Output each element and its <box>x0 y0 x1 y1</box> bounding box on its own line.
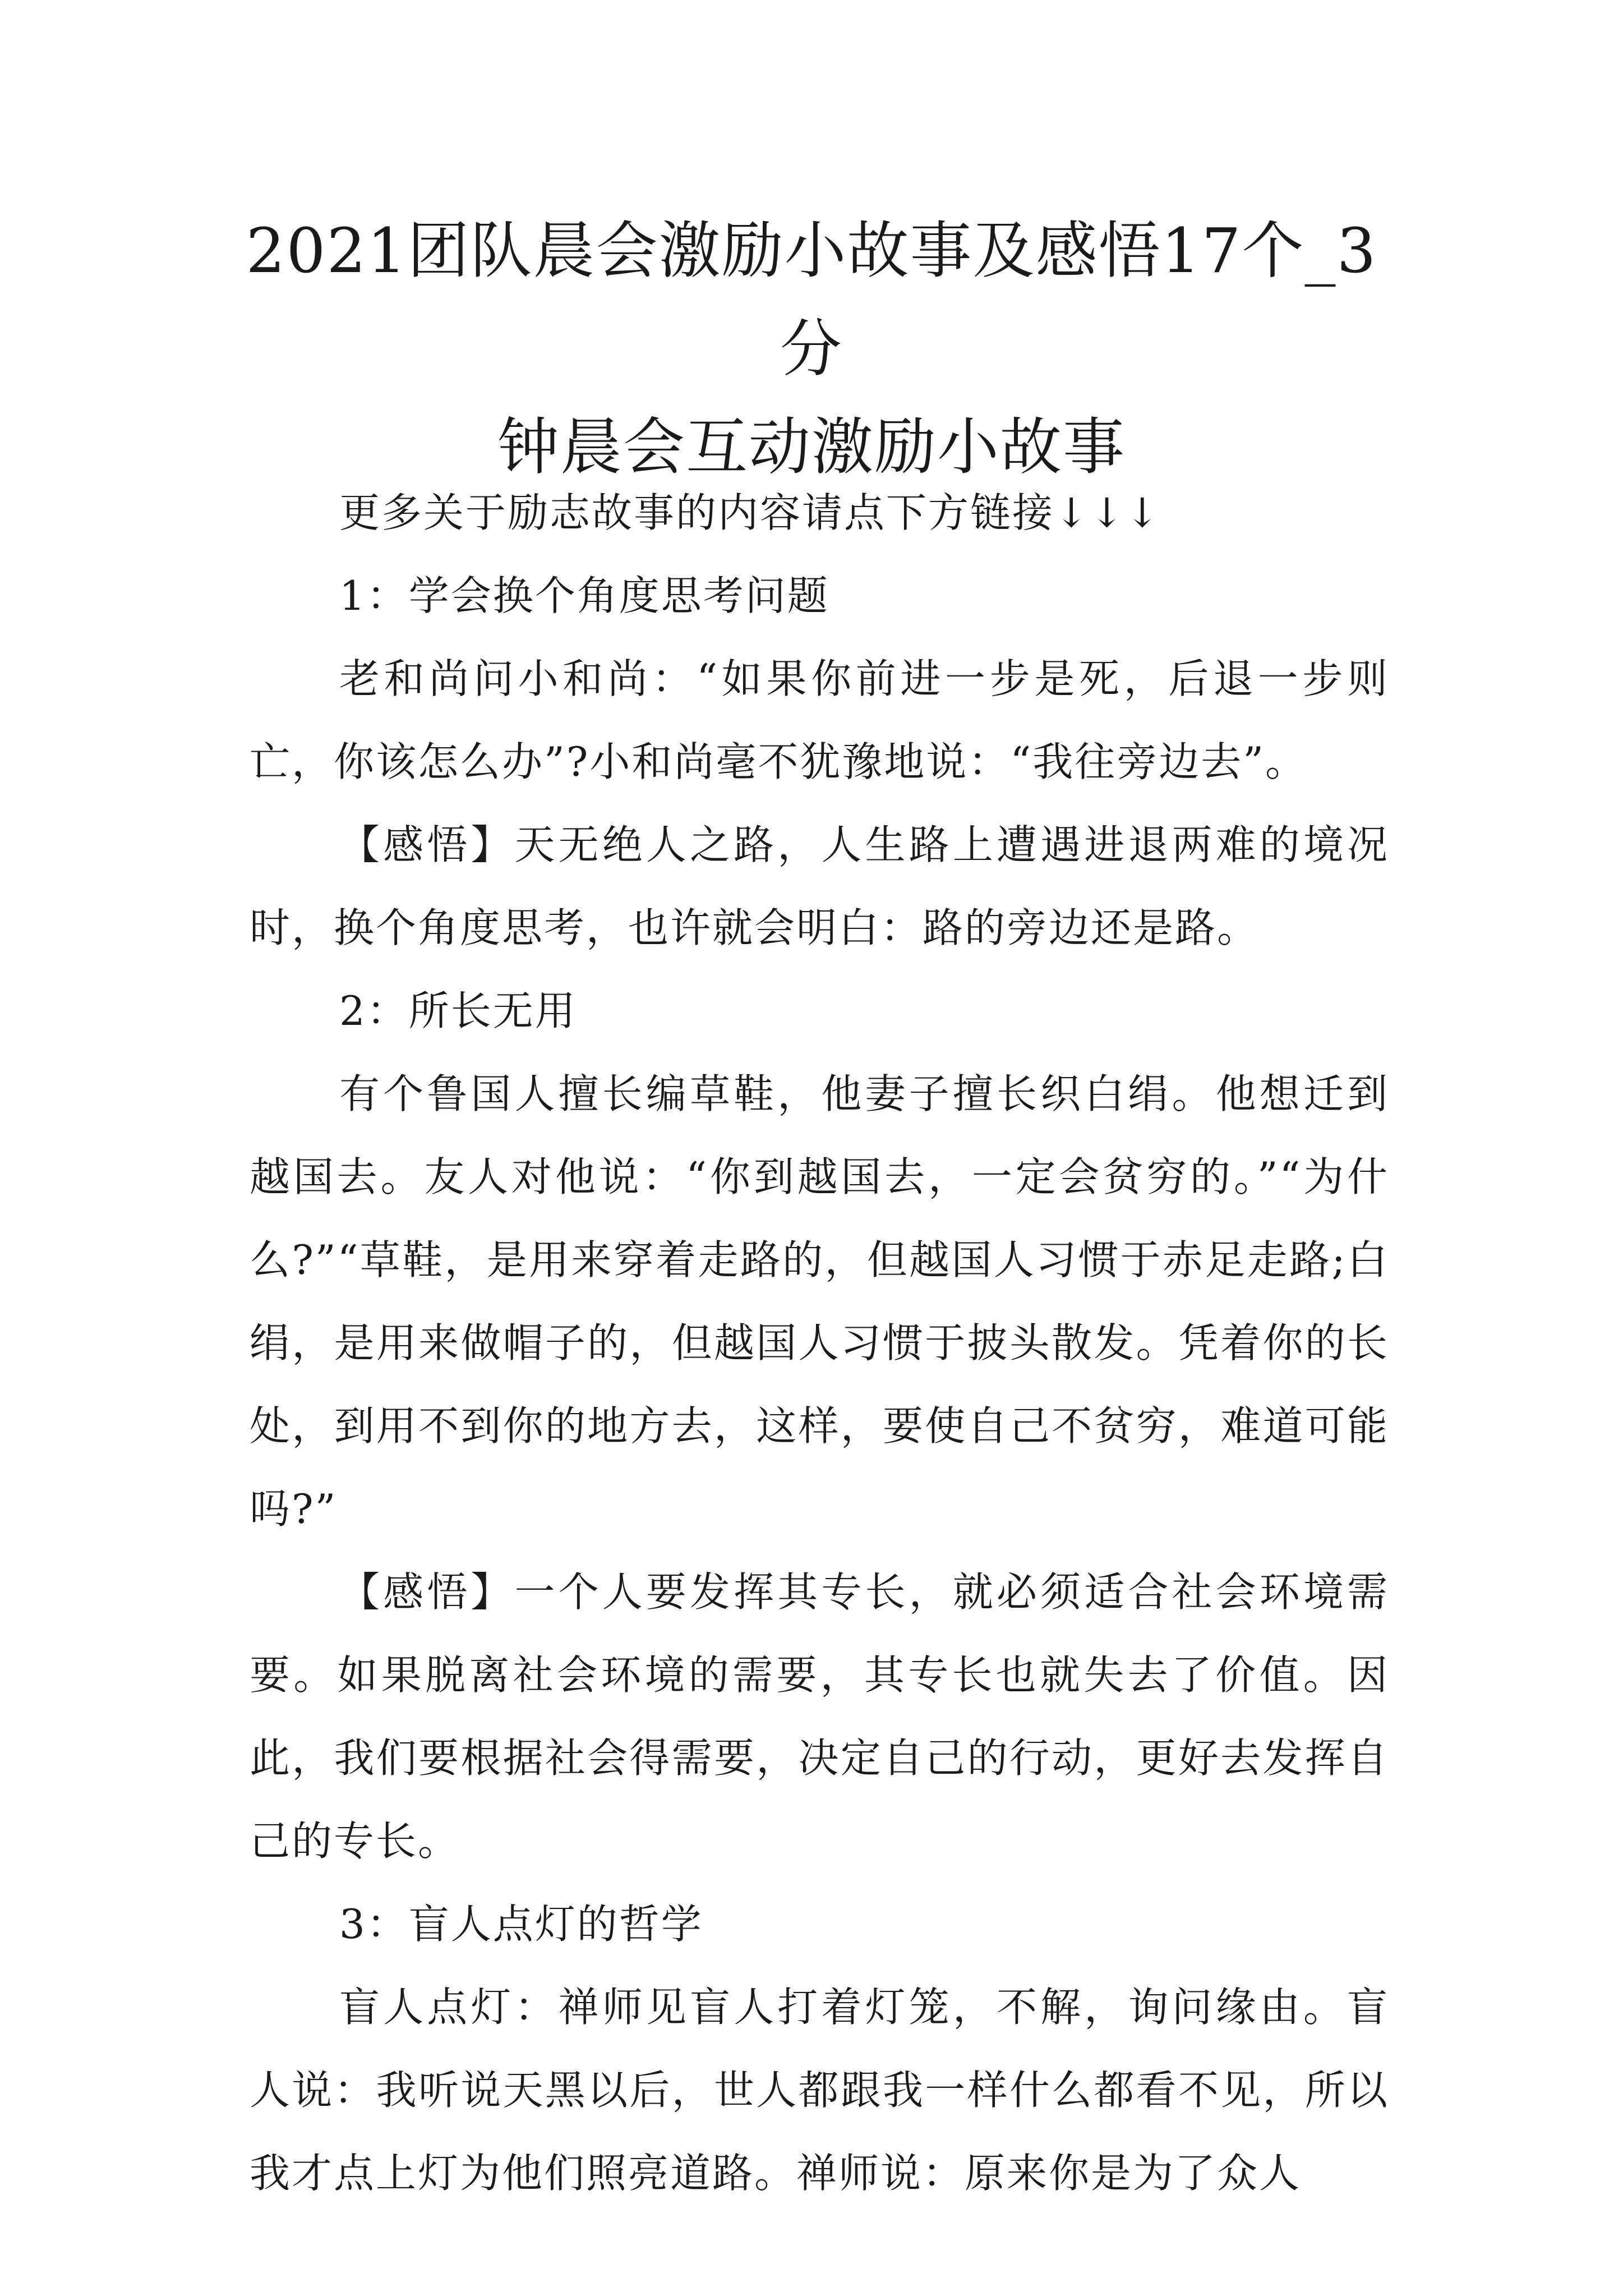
story-2-insight: 【感悟】一个人要发挥其专长，就必须适合社会环境需要。如果脱离社会环境的需要，其专长也就失去了价值。因此，我们要根据社会得需要，决定自己的行动，更好去发挥自己的专长。 <box>250 1568 1389 1865</box>
story-2-heading: 2：所长无用 <box>339 987 577 1034</box>
document-title <box>236 202 1387 496</box>
story-3-text: 盲人点灯：禅师见盲人打着灯笼，不解，询问缘由。盲人说：我听说天黑以后，世人都跟我一样什么都看不见，所以我才点上灯为他们照亮道路。禅师说：原来你是为了众人 <box>250 1984 1389 2197</box>
story-3-heading: 3：盲人点灯的哲学 <box>339 1901 703 1948</box>
title-line-1: 2021团队晨会激励小故事及感悟17个_3分 <box>246 215 1377 385</box>
link-hint-paragraph: 更多关于励志故事的内容请点下方链接↓↓↓ <box>339 489 1161 536</box>
story-1-insight: 【感悟】天无绝人之路，人生路上遭遇进退两难的境况时，换个角度思考，也许就会明白：路的旁边还是路。 <box>250 821 1389 951</box>
story-1-heading: 1：学会换个角度思考问题 <box>339 572 829 619</box>
story-2-text: 有个鲁国人擅长编草鞋，他妻子擅长织白绢。他想迁到越国去。友人对他说：“你到越国去，一定会贫穷的。”“为什么?”“草鞋，是用来穿着走路的，但越国人习惯于赤足走路;白绢，是用来做帽子的，但越国人习惯于披头散发。凭着你的长处，到用不到你的地方去，这样，要使自己不贫穷，难道可能吗?” <box>250 1070 1389 1533</box>
story-1-text: 老和尚问小和尚：“如果你前进一步是死，后退一步则亡，你该怎么办”?小和尚毫不犹豫地说：“我往旁边去”。 <box>250 655 1389 785</box>
document-body <box>250 471 1389 2215</box>
title-line-2: 钟晨会互动激励小故事 <box>497 411 1126 483</box>
